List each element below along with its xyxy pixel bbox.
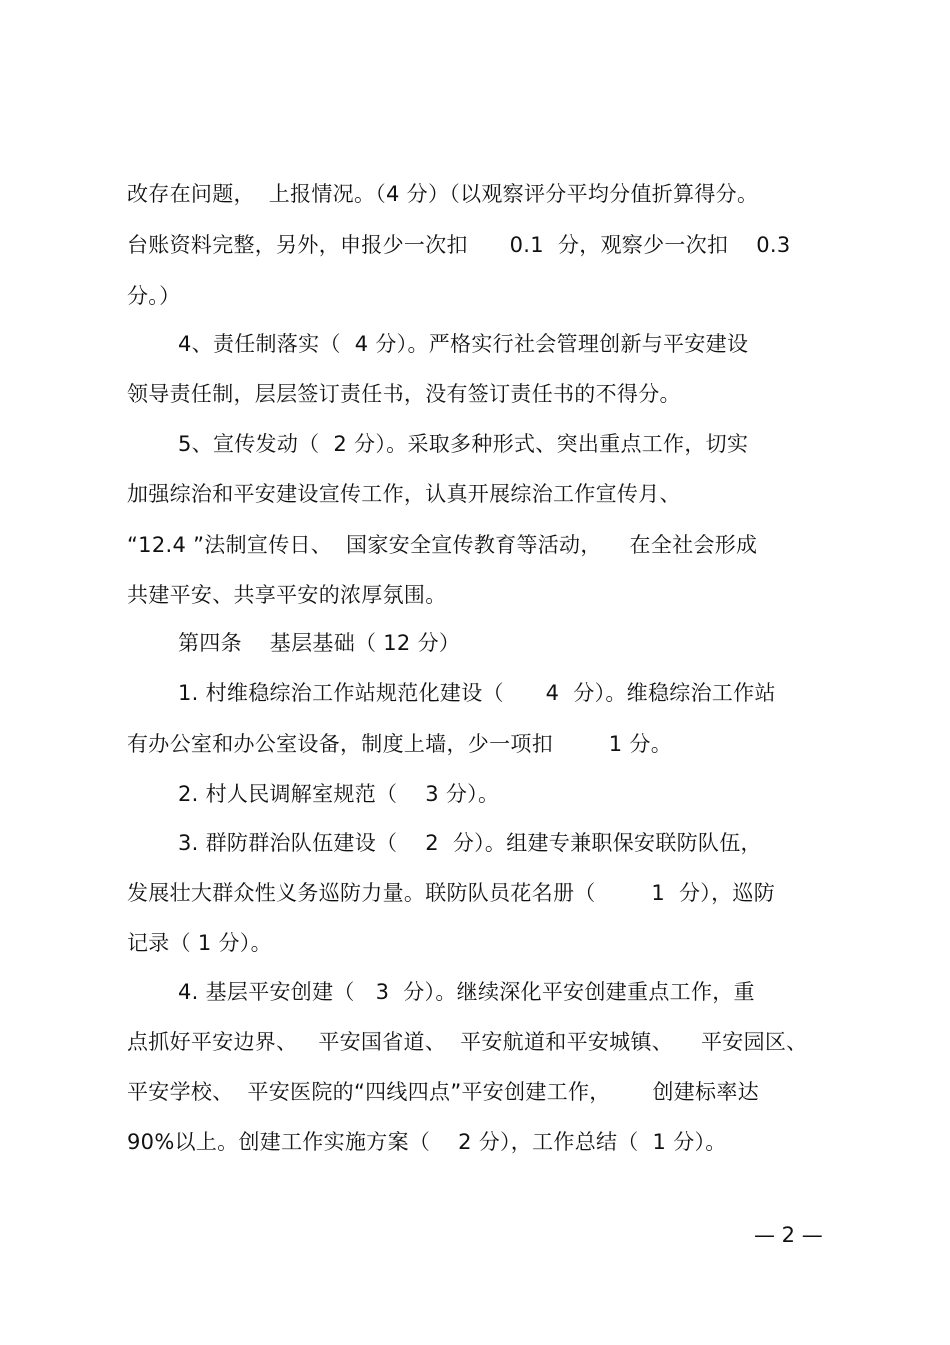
text-line: “12.4 ”法制宣传日、 国家安全宣传教育等活动， 在全社会形成	[127, 533, 758, 557]
text-line: 平安学校、 平安医院的“四线四点”平安创建工作， 创建标率达	[127, 1080, 759, 1104]
text-line: 台账资料完整，另外，申报少一次扣 0.1 分，观察少一次扣 0.3	[127, 233, 791, 257]
text-line: 3. 群防群治队伍建设（ 2 分）。组建专兼职保安联防队伍，	[178, 831, 762, 855]
text-line: 领导责任制，层层签订责任书，没有签订责任书的不得分。	[127, 382, 681, 406]
text-line: 点抓好平安边界、 平安国省道、 平安航道和平安城镇、 平安园区、	[127, 1030, 808, 1054]
page-number: — 2 —	[754, 1223, 823, 1247]
text-line: 分。）	[127, 284, 181, 308]
text-line: 1. 村维稳综治工作站规范化建设（ 4 分）。维稳综治工作站	[178, 681, 776, 705]
section-heading: 第四条 基层基础（ 12 分）	[178, 631, 461, 655]
text-line: 改存在问题， 上报情况。（4 分）（以观察评分平均分值折算得分。	[127, 182, 759, 206]
text-line: 记录（ 1 分）。	[127, 931, 272, 955]
text-line: 4. 基层平安创建（ 3 分）。继续深化平安创建重点工作，重	[178, 980, 755, 1004]
text-line: 有办公室和办公室设备，制度上墙，少一项扣 1 分。	[127, 732, 673, 756]
text-line: 共建平安、共享平安的浓厚氛围。	[127, 583, 447, 607]
text-line: 5、宣传发动（ 2 分）。采取多种形式、突出重点工作，切实	[178, 432, 749, 456]
text-line: 2. 村人民调解室规范（ 3 分）。	[178, 782, 500, 806]
text-line: 90%以上。创建工作实施方案（ 2 分），工作总结（ 1 分）。	[127, 1130, 727, 1154]
text-line: 发展壮大群众性义务巡防力量。联防队员花名册（ 1 分），巡防	[127, 881, 776, 905]
text-line: 加强综治和平安建设宣传工作，认真开展综治工作宣传月、	[127, 482, 681, 506]
text-line: 4、责任制落实（ 4 分）。严格实行社会管理创新与平安建设	[178, 332, 749, 356]
